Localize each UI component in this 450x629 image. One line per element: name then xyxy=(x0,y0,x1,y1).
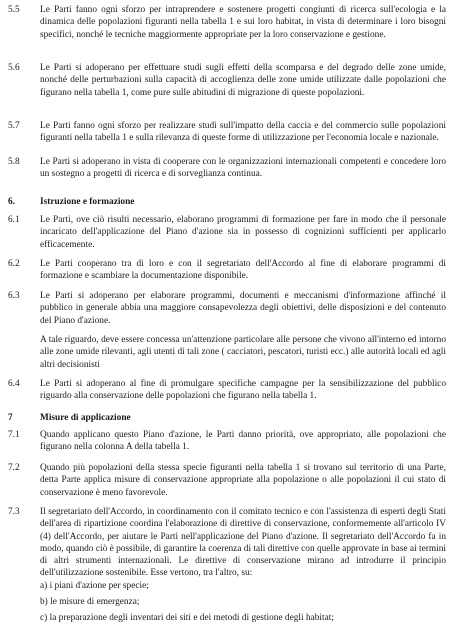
paragraph-text: Le Parti cooperano tra di loro e con il segretariato dell'Accordo al fine di elaborare programmi di formazione e scambiare la documentazione disponibile. xyxy=(40,259,446,282)
paragraph-text: Le Parti si adoperano in vista di cooperare con le organizzazioni internazionali competenti e concedere loro un sostegno a progetti di ricerca e di sorveglianza continua. xyxy=(40,157,446,180)
paragraph-number: 6.1 xyxy=(8,215,20,225)
paragraph-number: 5.7 xyxy=(8,121,20,131)
paragraph-6-3 xyxy=(8,290,446,327)
paragraph-number: 6.3 xyxy=(8,291,20,301)
paragraph-text: Le Parti si adoperano al fine di promulgare specifiche campagne per la sensibilizzazione del pubblico riguardo alla conservazione delle popolazioni che figurano nella tabella 1. xyxy=(40,379,446,402)
list-item-a: a) i piani d'azione per specie; xyxy=(40,581,149,591)
paragraph-text: Le Parti si adoperano per effettuare studi sugli effetti della scomparsa e del degrado delle zone umide, nonché delle perturbazioni sulla capacità di accoglienza delle zone umide utilizzate dalle popolazioni che figurano nella tabella 1, come pure sulle abitudini di migrazione di queste popolazioni. xyxy=(40,63,446,98)
paragraph-text: Il segretariato dell'Accordo, in coordinamento con il comitato tecnico e con l'assistenza di esperti degli Stati dell'area di ripartizione coordina l'elaborazione di direttive di conservazione, conformemente all'articolo IV (4) dell'Accordo, per aiutare le Parti nell'applicazione del Piano d'azione. Il segretariato dell'Accordo fa in modo, quando ciò è possibile, di garantire la coerenza di tali direttive con quelle approvate in base ai termini di altri strumenti internazionali. Le direttive di conservazione mirano ad introdurre il principio dell'utilizzazione sostenibile. Esse vertono, tra l'altro, su: xyxy=(40,507,446,579)
paragraph-text: Le Parti fanno ogni sforzo per intraprendere e sostenere progetti congiunti di ricerca sull'ecologia e la dinamica delle popolazioni figuranti nella tabella 1 e sui loro habitat, in vista di determinare i loro bisogni specifici, nonché le tecniche maggiormente appropriate per la loro conservazione e gestione. xyxy=(40,5,446,40)
section-title: Misure di applicazione xyxy=(40,413,131,423)
list-item-b: b) le misure di emergenza; xyxy=(40,597,140,607)
paragraph-text: Le Parti, ove ciò risulti necessario, elaborano programmi di formazione per fare in modo che il personale incaricato dell'applicazione del Piano d'azione sia in possesso di cognizioni sufficienti per applicarlo efficacemente. xyxy=(40,215,446,250)
paragraph-number: 7.2 xyxy=(8,463,20,473)
paragraph-text: Le Parti fanno ogni sforzo per realizzare studi sull'impatto della caccia e del commercio sulle popolazioni figuranti nella tabella 1 e sulla rilevanza di queste forme di utilizzazione per l'economia locale e nazionale. xyxy=(40,121,446,144)
paragraph-5-6 xyxy=(8,62,446,99)
paragraph-number: 7.1 xyxy=(8,430,20,440)
paragraph-5-8 xyxy=(8,156,446,181)
paragraph-6-1 xyxy=(8,214,446,251)
paragraph-text: Quando più popolazioni della stessa specie figuranti nella tabella 1 si trovano sul territorio di una Parte, detta Parte applica misure di conservazione appropriate alla popolazione o alle popolazioni il cui stato di conservazione è meno favorevole. xyxy=(40,463,446,498)
section-title: Istruzione e formazione xyxy=(40,197,135,207)
paragraph-number: 6.4 xyxy=(8,379,20,389)
paragraph-number: 6.2 xyxy=(8,259,20,269)
paragraph-number: 5.8 xyxy=(8,157,20,167)
paragraph-number: 5.5 xyxy=(8,5,20,15)
paragraph-6-4 xyxy=(8,378,446,403)
paragraph-number: 7.3 xyxy=(8,507,20,517)
paragraph-5-7 xyxy=(8,120,446,145)
list-item-c: c) la preparazione degli inventari dei siti e dei metodi di gestione degli habitat; xyxy=(40,613,334,623)
paragraph-5-5 xyxy=(8,4,446,41)
section-heading-6 xyxy=(8,196,446,208)
paragraph-text: A tale riguardo, deve essere concessa un'attenzione particolare alle persone che vivono all'interno ed intorno alle zone umide rilevanti, agli utenti di tali zone ( cacciatori, pescatori, turisti ecc.) alle autorità locali ed agli altri decisionisti xyxy=(40,335,446,370)
paragraph-text: Quando applicano questo Piano d'azione, le Parti danno priorità, ove appropriato, alle popolazioni che figurano nella colonna A della tabella 1. xyxy=(40,430,446,453)
paragraph-6-3-continued xyxy=(8,334,446,371)
paragraph-text: Le Parti si adoperano per elaborare programmi, documenti e meccanismi d'informazione affinché il pubblico in generale abbia una maggiore consapevolezza degli obiettivi, delle disposizioni e del contenuto del Piano d'azione. xyxy=(40,291,446,326)
paragraph-7-1 xyxy=(8,429,446,454)
paragraph-6-2 xyxy=(8,258,446,283)
paragraph-7-3 xyxy=(8,506,446,580)
section-heading-7 xyxy=(8,412,446,424)
section-number: 6. xyxy=(8,197,16,207)
section-number: 7 xyxy=(8,413,13,423)
paragraph-number: 5.6 xyxy=(8,63,20,73)
paragraph-7-2 xyxy=(8,462,446,499)
